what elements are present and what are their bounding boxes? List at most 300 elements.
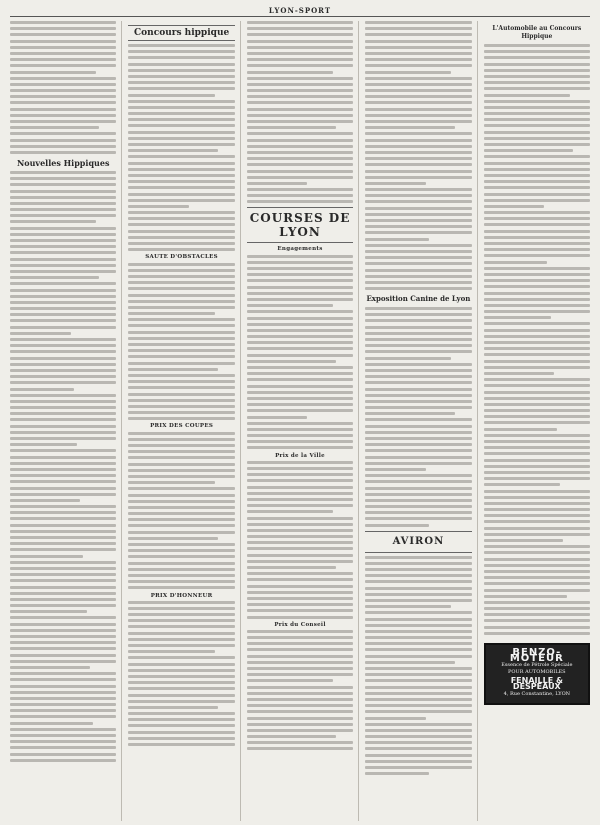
text-block	[128, 601, 234, 746]
text-line	[128, 724, 234, 727]
text-line	[128, 337, 234, 340]
subhead-conseil: Prix du Conseil	[274, 621, 326, 628]
text-line	[365, 77, 471, 80]
text-line	[128, 644, 234, 647]
text-line	[365, 200, 471, 203]
text-line	[365, 673, 471, 676]
text-line	[128, 681, 234, 684]
text-line	[484, 322, 590, 325]
text-line	[365, 114, 471, 117]
text-line	[128, 149, 217, 152]
text-line	[484, 514, 590, 517]
text-line	[128, 331, 234, 334]
text-line	[484, 607, 590, 610]
text-line	[247, 492, 353, 495]
text-line	[247, 385, 353, 388]
text-line	[484, 155, 590, 158]
text-line	[247, 461, 353, 464]
text-line	[484, 421, 590, 424]
text-line	[10, 282, 116, 285]
text-line	[365, 505, 471, 508]
text-line	[128, 174, 234, 177]
text-line	[247, 132, 353, 135]
text-line	[128, 118, 234, 121]
text-line	[10, 561, 116, 564]
text-line	[365, 406, 471, 409]
text-line	[10, 715, 116, 718]
text-line	[247, 422, 353, 425]
text-line	[484, 310, 590, 313]
text-line	[10, 678, 116, 681]
text-line	[365, 412, 454, 415]
text-line	[128, 199, 234, 202]
text-line	[128, 69, 234, 72]
text-line	[128, 456, 234, 459]
text-line	[10, 437, 116, 440]
text-line	[484, 520, 590, 523]
text-line	[10, 728, 116, 731]
text-line	[128, 432, 234, 435]
text-line	[10, 77, 116, 80]
text-line	[128, 601, 234, 604]
text-line	[484, 131, 590, 134]
text-line	[484, 378, 590, 381]
text-line	[247, 139, 353, 142]
text-line	[484, 446, 590, 449]
text-line	[10, 264, 116, 267]
text-line	[10, 289, 116, 292]
text-line	[247, 597, 353, 600]
text-block	[484, 44, 590, 635]
text-line	[10, 239, 116, 242]
text-line	[10, 58, 116, 61]
column-3	[247, 21, 359, 821]
text-line	[10, 524, 116, 527]
text-line	[365, 357, 451, 360]
text-block	[128, 432, 234, 590]
text-line	[484, 193, 590, 196]
text-line	[247, 71, 333, 74]
text-line	[247, 416, 308, 419]
text-line	[10, 108, 116, 111]
text-line	[128, 81, 234, 84]
text-line	[247, 52, 353, 55]
text-line	[365, 151, 471, 154]
text-line	[484, 168, 590, 171]
text-line	[484, 261, 548, 264]
text-line	[247, 717, 353, 720]
text-line	[128, 380, 234, 383]
text-line	[247, 310, 353, 313]
text-line	[484, 527, 590, 530]
text-line	[128, 506, 234, 509]
text-line	[484, 124, 590, 127]
text-line	[128, 100, 234, 103]
text-line	[128, 619, 234, 622]
text-line	[365, 580, 471, 583]
text-line	[484, 391, 590, 394]
text-line	[247, 273, 353, 276]
text-block	[10, 21, 116, 154]
text-line	[247, 354, 353, 357]
text-line	[128, 94, 214, 97]
text-line	[247, 27, 353, 30]
text-line	[247, 378, 353, 381]
text-line	[128, 712, 234, 715]
text-line	[247, 83, 353, 86]
text-line	[484, 180, 590, 183]
text-line	[247, 603, 353, 606]
text-line	[128, 162, 234, 165]
text-line	[247, 279, 353, 282]
text-line	[10, 456, 116, 459]
text-line	[128, 248, 234, 251]
text-line	[365, 170, 471, 173]
text-block	[247, 21, 353, 203]
text-line	[247, 440, 353, 443]
text-line	[128, 586, 234, 589]
text-line	[365, 388, 471, 391]
text-line	[247, 585, 353, 588]
text-line	[128, 168, 234, 171]
text-line	[365, 225, 471, 228]
text-line	[365, 64, 471, 67]
text-line	[365, 605, 451, 608]
text-line	[365, 741, 471, 744]
text-line	[365, 760, 471, 763]
text-line	[365, 307, 471, 310]
text-line	[10, 635, 116, 638]
text-line	[247, 95, 353, 98]
text-line	[484, 63, 590, 66]
text-line	[128, 613, 234, 616]
text-line	[128, 669, 234, 672]
section-title-automobile: L'Automobile au Concours Hippique	[492, 25, 582, 40]
text-line	[247, 286, 353, 289]
text-line	[10, 746, 116, 749]
text-line	[484, 372, 554, 375]
column-4	[365, 21, 477, 821]
text-line	[247, 566, 336, 569]
text-line	[247, 255, 353, 258]
text-line	[484, 162, 590, 165]
text-line	[365, 139, 471, 142]
text-block	[10, 171, 116, 762]
text-line	[484, 236, 590, 239]
text-line	[247, 673, 353, 676]
text-line	[365, 207, 471, 210]
text-line	[128, 632, 234, 635]
text-line	[484, 533, 590, 536]
text-line	[128, 106, 234, 109]
ad-title: BENZO-MOTEUR	[509, 646, 564, 665]
text-line	[10, 740, 116, 743]
text-line	[365, 120, 471, 123]
text-line	[128, 625, 234, 628]
text-line	[365, 462, 471, 465]
text-line	[10, 703, 116, 706]
text-line	[128, 537, 217, 540]
text-line	[484, 428, 557, 431]
text-line	[365, 655, 471, 658]
text-line	[247, 616, 353, 619]
text-line	[128, 518, 234, 521]
text-line	[10, 548, 116, 551]
text-line	[10, 691, 116, 694]
text-line	[128, 500, 234, 503]
text-line	[10, 641, 116, 644]
text-line	[365, 269, 471, 272]
text-line	[10, 505, 116, 508]
text-line	[484, 335, 590, 338]
text-line	[365, 176, 471, 179]
text-line	[10, 623, 116, 626]
text-line	[365, 747, 471, 750]
text-line	[365, 562, 471, 565]
text-line	[365, 630, 471, 633]
text-line	[484, 205, 545, 208]
text-line	[247, 151, 353, 154]
text-line	[365, 219, 471, 222]
text-line	[247, 523, 353, 526]
text-line	[247, 64, 353, 67]
text-line	[484, 87, 590, 90]
text-line	[365, 723, 471, 726]
text-line	[128, 180, 234, 183]
text-line	[128, 263, 234, 266]
text-line	[484, 409, 590, 412]
text-line	[247, 163, 353, 166]
text-line	[247, 317, 353, 320]
text-line	[365, 132, 471, 135]
text-line	[128, 205, 189, 208]
text-line	[365, 71, 451, 74]
text-line	[10, 126, 99, 129]
text-line	[128, 143, 234, 146]
text-line	[484, 440, 590, 443]
text-line	[365, 574, 471, 577]
text-line	[365, 661, 454, 664]
text-line	[10, 270, 116, 273]
text-line	[10, 276, 99, 279]
text-line	[10, 151, 116, 154]
text-line	[484, 44, 590, 47]
text-line	[10, 406, 116, 409]
text-line	[247, 157, 353, 160]
text-line	[10, 177, 116, 180]
text-line	[247, 434, 353, 437]
text-line	[484, 329, 590, 332]
text-line	[128, 217, 234, 220]
text-block	[247, 461, 353, 619]
ad-brand: FENAILLE & DESPEAUX	[510, 676, 563, 692]
text-line	[10, 71, 96, 74]
text-line	[484, 298, 590, 301]
text-line	[247, 188, 353, 191]
text-line	[365, 487, 471, 490]
text-line	[10, 660, 116, 663]
text-line	[10, 598, 116, 601]
text-line	[10, 332, 71, 335]
text-line	[10, 120, 116, 123]
text-line	[484, 434, 590, 437]
text-line	[247, 510, 333, 513]
text-line	[365, 319, 471, 322]
text-line	[247, 729, 353, 732]
text-line	[484, 545, 590, 548]
text-line	[10, 629, 116, 632]
text-line	[484, 397, 590, 400]
text-line	[365, 313, 471, 316]
text-line	[365, 449, 471, 452]
text-line	[247, 541, 353, 544]
text-line	[247, 200, 353, 203]
text-line	[484, 539, 564, 542]
text-line	[484, 279, 590, 282]
text-line	[365, 599, 471, 602]
text-line	[10, 536, 116, 539]
text-line	[365, 194, 471, 197]
text-line	[10, 462, 116, 465]
subhead-engagements: Engagements	[277, 246, 323, 253]
subhead-coupes: PRIX DES COUPES	[150, 423, 214, 430]
text-block	[128, 44, 234, 251]
text-line	[484, 217, 590, 220]
text-line	[484, 564, 590, 567]
text-line	[365, 587, 471, 590]
text-line	[128, 469, 234, 472]
masthead: LYON-SPORT	[268, 5, 332, 15]
text-line	[484, 471, 590, 474]
text-line	[365, 182, 426, 185]
text-line	[365, 568, 471, 571]
text-line	[247, 170, 353, 173]
text-line	[10, 52, 116, 55]
text-line	[365, 381, 471, 384]
text-line	[128, 300, 234, 303]
text-line	[10, 114, 116, 117]
text-line	[128, 56, 234, 59]
text-line	[247, 58, 353, 61]
text-line	[365, 618, 471, 621]
text-line	[365, 698, 471, 701]
text-line	[484, 508, 590, 511]
text-line	[484, 304, 590, 307]
text-line	[10, 381, 116, 384]
text-line	[484, 582, 590, 585]
text-line	[10, 592, 116, 595]
text-line	[247, 667, 353, 670]
text-line	[128, 487, 234, 490]
text-line	[365, 400, 471, 403]
text-line	[484, 211, 590, 214]
text-line	[128, 650, 214, 653]
text-line	[247, 723, 353, 726]
text-line	[365, 517, 471, 520]
text-line	[484, 273, 590, 276]
text-line	[365, 735, 471, 738]
text-line	[128, 475, 234, 478]
text-line	[10, 196, 116, 199]
text-line	[484, 316, 551, 319]
text-line	[128, 481, 214, 484]
text-line	[128, 50, 234, 53]
text-line	[247, 517, 353, 520]
text-line	[10, 338, 116, 341]
text-line	[247, 21, 353, 24]
text-line	[10, 685, 116, 688]
text-line	[247, 33, 353, 36]
text-line	[10, 753, 116, 756]
text-line	[10, 64, 116, 67]
section-title-concours: Concours hippique	[128, 25, 234, 41]
text-line	[128, 663, 234, 666]
text-line	[484, 230, 590, 233]
text-line	[10, 449, 116, 452]
text-line	[128, 580, 234, 583]
text-line	[365, 95, 471, 98]
text-line	[247, 341, 353, 344]
text-line	[247, 467, 353, 470]
text-line	[247, 409, 353, 412]
text-line	[484, 589, 590, 592]
text-line	[484, 248, 590, 251]
text-line	[484, 143, 590, 146]
text-line	[484, 459, 590, 462]
text-line	[247, 535, 353, 538]
text-line	[247, 661, 353, 664]
text-line	[247, 145, 353, 148]
text-line	[365, 499, 471, 502]
text-line	[128, 700, 234, 703]
text-line	[10, 394, 116, 397]
text-line	[365, 58, 471, 61]
text-line	[10, 202, 116, 205]
text-line	[365, 593, 471, 596]
text-line	[365, 275, 471, 278]
text-line	[128, 675, 234, 678]
text-line	[365, 281, 471, 284]
text-line	[484, 366, 590, 369]
text-line	[10, 511, 116, 514]
text-line	[247, 194, 353, 197]
text-line	[484, 81, 590, 84]
text-line	[484, 100, 590, 103]
text-line	[128, 324, 234, 327]
text-line	[128, 242, 234, 245]
text-line	[10, 46, 116, 49]
text-line	[365, 157, 471, 160]
text-line	[10, 517, 116, 520]
text-line	[484, 483, 561, 486]
text-line	[10, 425, 116, 428]
text-line	[484, 174, 590, 177]
text-line	[365, 394, 471, 397]
text-line	[10, 101, 116, 104]
text-line	[484, 632, 590, 635]
text-line	[365, 188, 471, 191]
text-line	[247, 372, 353, 375]
text-line	[128, 450, 234, 453]
text-line	[484, 112, 590, 115]
text-line	[128, 743, 234, 746]
text-line	[128, 362, 234, 365]
text-line	[128, 112, 234, 115]
text-line	[484, 347, 590, 350]
text-line	[484, 502, 590, 505]
text-line	[247, 391, 353, 394]
text-line	[247, 479, 353, 482]
